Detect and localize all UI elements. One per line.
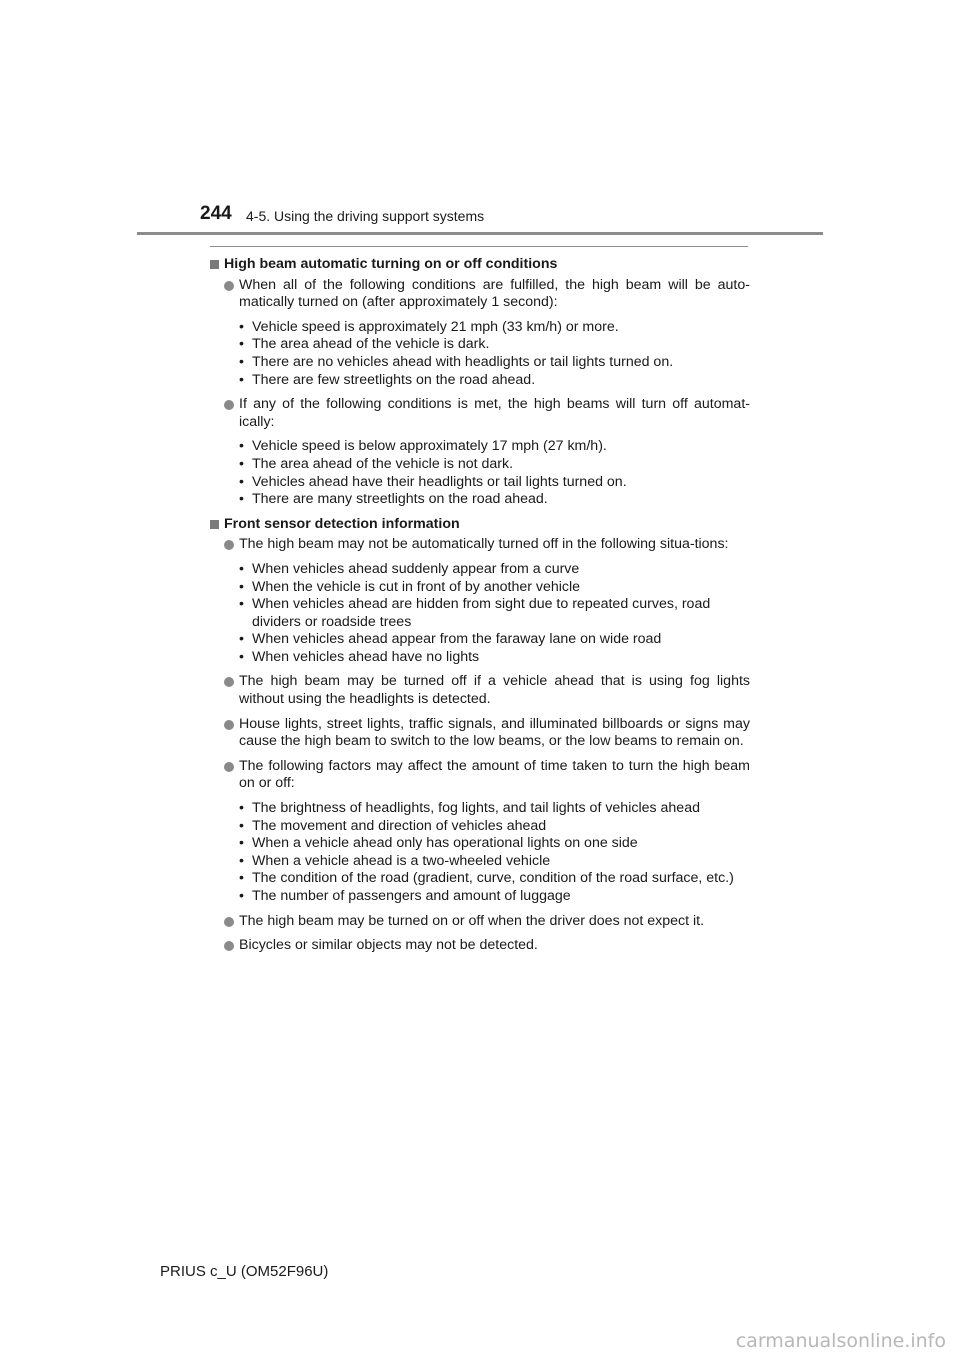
list-item-text: The high beam may be turned off if a vehicle ahead that is using fog lights without using the headlights is detected. bbox=[239, 673, 750, 708]
list-item-text: When all of the following conditions are fulfilled, the high beam will be auto-matically turned on (after approximately 1 second): bbox=[239, 276, 750, 311]
sub-list-item bbox=[239, 319, 750, 337]
dot-bullet-icon: • bbox=[239, 353, 244, 370]
sub-list-item bbox=[239, 870, 750, 888]
dot-bullet-icon: • bbox=[239, 560, 244, 577]
dot-bullet-icon: • bbox=[239, 800, 244, 817]
sub-list-item-text: Vehicle speed is approximately 21 mph (33 km/h) or more. bbox=[252, 318, 619, 335]
dot-bullet-icon: • bbox=[239, 473, 244, 490]
sub-list-item-text: When a vehicle ahead only has operational lights on one side bbox=[252, 835, 638, 852]
sub-list-item-text: Vehicles ahead have their headlights or tail lights turned on. bbox=[252, 473, 627, 490]
sub-list bbox=[239, 800, 750, 906]
sub-list-item bbox=[239, 336, 750, 354]
section-heading bbox=[210, 256, 750, 274]
sub-list-item-text: There are no vehicles ahead with headlights or tail lights turned on. bbox=[252, 353, 674, 370]
watermark: carmanualsonline.info bbox=[735, 1330, 946, 1352]
circle-bullet-icon bbox=[224, 540, 234, 550]
sub-list bbox=[239, 561, 750, 667]
list-item-text: The high beam may be turned on or off when the driver does not expect it. bbox=[239, 912, 705, 929]
sub-list-item bbox=[239, 354, 750, 372]
dot-bullet-icon: • bbox=[239, 852, 244, 869]
sub-list-item-text: When vehicles ahead suddenly appear from a curve bbox=[252, 560, 580, 577]
sub-list bbox=[239, 438, 750, 508]
dot-bullet-icon: • bbox=[239, 648, 244, 665]
dot-bullet-icon: • bbox=[239, 596, 244, 613]
circle-bullet-icon bbox=[224, 720, 234, 730]
list-item bbox=[210, 913, 750, 931]
sub-list-item bbox=[239, 372, 750, 390]
sub-list-item-text: The brightness of headlights, fog lights, and tail lights of vehicles ahead bbox=[252, 800, 700, 817]
sub-list-item-text: When a vehicle ahead is a two-wheeled vehicle bbox=[252, 852, 551, 869]
dot-bullet-icon: • bbox=[239, 578, 244, 595]
section-title: 4-5. Using the driving support systems bbox=[246, 208, 485, 224]
header-divider bbox=[137, 232, 823, 235]
sub-list-item-text: When vehicles ahead are hidden from sight due to repeated curves, road dividers or roadside trees bbox=[252, 596, 711, 630]
sub-list-item bbox=[239, 649, 750, 667]
sub-list-item-text: The movement and direction of vehicles ahead bbox=[252, 817, 547, 834]
circle-bullet-icon bbox=[224, 941, 234, 951]
list-item bbox=[210, 673, 750, 708]
sub-list-item bbox=[239, 818, 750, 836]
circle-bullet-icon bbox=[224, 762, 234, 772]
page-number: 244 bbox=[200, 203, 232, 224]
sub-list-item-text: When the vehicle is cut in front of by another vehicle bbox=[252, 578, 581, 595]
sub-list-item bbox=[239, 456, 750, 474]
list-item-text: The following factors may affect the amount of time taken to turn the high beam on or off: bbox=[239, 757, 750, 792]
sub-list-item bbox=[239, 631, 750, 649]
dot-bullet-icon: • bbox=[239, 888, 244, 904]
page-header bbox=[0, 200, 960, 240]
dot-bullet-icon: • bbox=[239, 336, 244, 353]
list-item bbox=[210, 536, 750, 666]
footer-model-label: PRIUS c_U (OM52F96U) bbox=[160, 1263, 329, 1280]
sub-list-item-text: The area ahead of the vehicle is not dark. bbox=[252, 455, 514, 472]
sub-list-item-text: There are few streetlights on the road ahead. bbox=[252, 371, 536, 388]
sub-list-item bbox=[239, 888, 750, 906]
content-top-divider bbox=[210, 246, 748, 247]
section-heading-text: Front sensor detection information bbox=[224, 515, 460, 532]
sub-list bbox=[239, 319, 750, 389]
list-item bbox=[210, 396, 750, 509]
section-heading-text: High beam automatic turning on or off conditions bbox=[224, 256, 558, 272]
list-item bbox=[210, 937, 750, 955]
sub-list-item bbox=[239, 853, 750, 871]
dot-bullet-icon: • bbox=[239, 438, 244, 455]
sub-list-item bbox=[239, 800, 750, 818]
circle-bullet-icon bbox=[224, 677, 234, 687]
list-item bbox=[210, 277, 750, 390]
sub-list-item bbox=[239, 474, 750, 492]
dot-bullet-icon: • bbox=[239, 870, 244, 887]
dot-bullet-icon: • bbox=[239, 371, 244, 388]
square-bullet-icon bbox=[210, 520, 219, 529]
section-heading bbox=[210, 516, 750, 534]
sub-list-item-text: The number of passengers and amount of luggage bbox=[252, 888, 571, 904]
sub-list-item-text: There are many streetlights on the road ahead. bbox=[252, 491, 548, 508]
sub-list-item-text: The area ahead of the vehicle is dark. bbox=[252, 336, 490, 353]
circle-bullet-icon bbox=[224, 281, 234, 291]
sub-list-item-text: When vehicles ahead have no lights bbox=[252, 648, 480, 665]
square-bullet-icon bbox=[210, 260, 219, 269]
sub-list-item bbox=[239, 561, 750, 579]
sub-list-item bbox=[239, 579, 750, 597]
sub-list-item bbox=[239, 438, 750, 456]
list-item-text: If any of the following conditions is met, the high beams will turn off automat-ically: bbox=[239, 396, 750, 430]
dot-bullet-icon: • bbox=[239, 491, 244, 508]
sub-list-item-text: Vehicle speed is below approximately 17 mph (27 km/h). bbox=[252, 438, 607, 455]
list-item-text: House lights, street lights, traffic signals, and illuminated billboards or signs may cause the high beam to switch to the low beams, or the low beams to remain on. bbox=[239, 715, 750, 750]
list-item bbox=[210, 758, 750, 906]
sub-list-item bbox=[239, 835, 750, 853]
page-content bbox=[210, 256, 750, 962]
dot-bullet-icon: • bbox=[239, 817, 244, 834]
circle-bullet-icon bbox=[224, 917, 234, 927]
list-item-text: The high beam may not be automatically turned off in the following situa-tions: bbox=[239, 536, 729, 553]
circle-bullet-icon bbox=[224, 400, 234, 410]
dot-bullet-icon: • bbox=[239, 835, 244, 852]
list-item bbox=[210, 716, 750, 751]
sub-list-item bbox=[239, 596, 750, 631]
sub-list-item bbox=[239, 491, 750, 509]
dot-bullet-icon: • bbox=[239, 455, 244, 472]
sub-list-item-text: The condition of the road (gradient, curve, condition of the road surface, etc.) bbox=[252, 870, 734, 887]
sub-list-item-text: When vehicles ahead appear from the faraway lane on wide road bbox=[252, 631, 662, 648]
dot-bullet-icon: • bbox=[239, 631, 244, 648]
list-item-text: Bicycles or similar objects may not be detected. bbox=[239, 937, 538, 954]
dot-bullet-icon: • bbox=[239, 318, 244, 335]
